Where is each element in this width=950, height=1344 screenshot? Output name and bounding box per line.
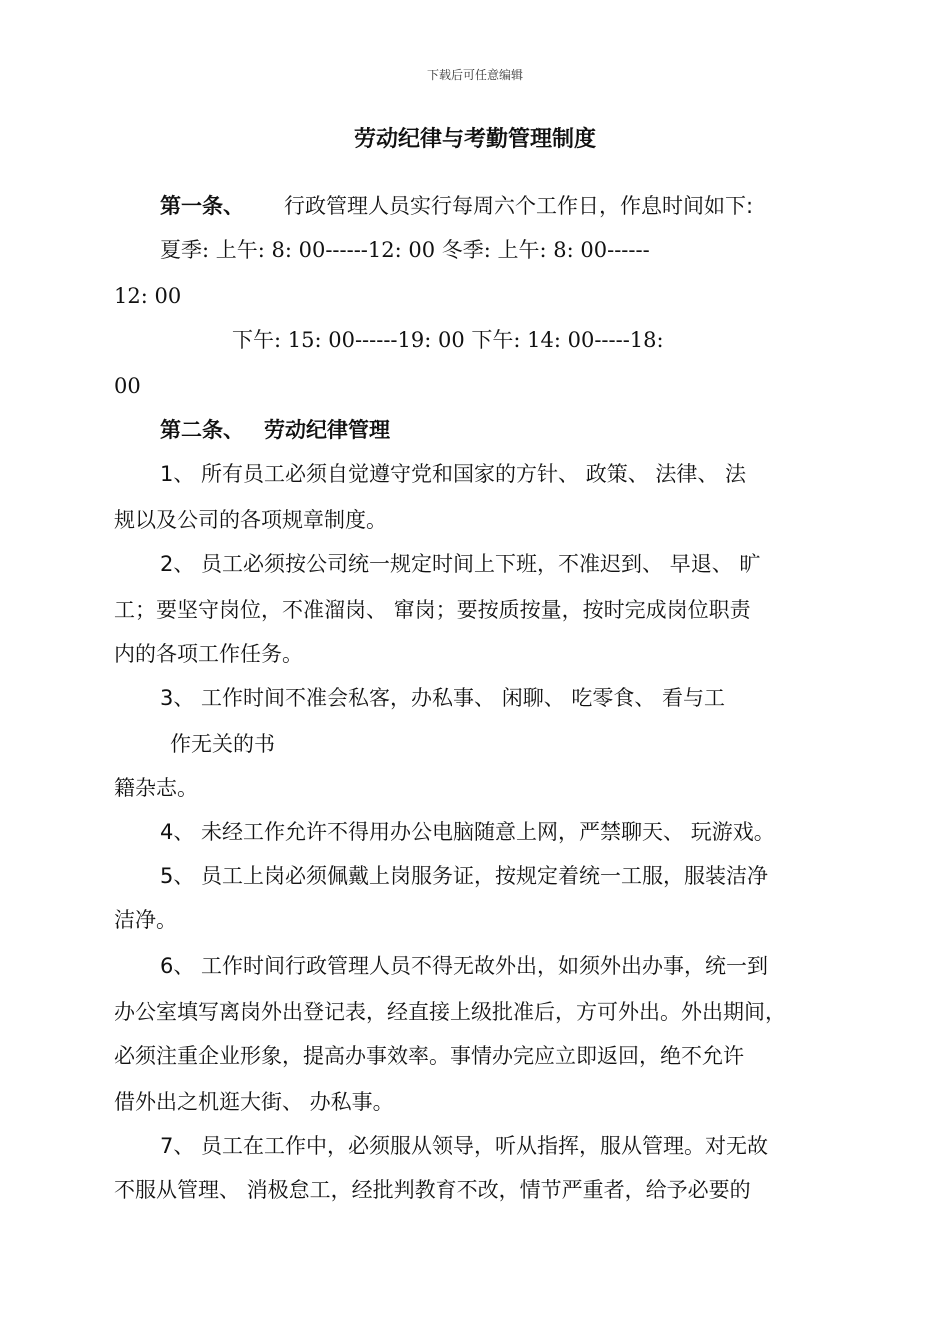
text-line: 工；要坚守岗位，不准溜岗、 窜岗；要按质按量，按时完成岗位职责	[114, 598, 751, 622]
text-line: 5、 员工上岗必须佩戴上岗服务证，按规定着统一工服，服装洁净	[160, 864, 769, 888]
text-line: 必须注重企业形象，提高办事效率。事情办完应立即返回，绝不允许	[114, 1044, 744, 1068]
afternoon-schedule-continuation: 00	[114, 374, 141, 398]
summer-schedule-continuation: 12: 00	[114, 284, 182, 308]
summer-schedule-line: 夏季: 上午: 8: 00------12: 00 冬季: 上午: 8: 00------	[160, 238, 650, 262]
article-1-text: 行政管理人员实行每周六个工作日，作息时间如下:	[284, 194, 754, 218]
text-line: 籍杂志。	[114, 776, 198, 800]
article-1-label: 第一条、	[160, 194, 244, 218]
afternoon-schedule-line: 下午: 15: 00------19: 00 下午: 14: 00-----18:	[232, 328, 664, 352]
text-line: 办公室填写离岗外出登记表，经直接上级批准后，方可外出。外出期间，	[114, 1000, 786, 1024]
header-note: 下载后可任意编辑	[426, 68, 523, 82]
text-line: 作无关的书	[170, 732, 275, 756]
text-line: 洁净。	[114, 908, 177, 932]
article-2-heading: 劳动纪律管理	[264, 418, 390, 442]
text-line: 借外出之机逛大街、 办私事。	[114, 1090, 394, 1114]
text-line: 不服从管理、 消极怠工，经批判教育不改，情节严重者，给予必要的	[114, 1178, 751, 1202]
text-line: 1、 所有员工必须自觉遵守党和国家的方针、 政策、 法律、 法	[160, 462, 747, 486]
article-2-label: 第二条、	[160, 418, 244, 442]
text-line: 内的各项工作任务。	[114, 642, 303, 666]
text-line: 7、 员工在工作中，必须服从领导，听从指挥，服从管理。对无故	[160, 1134, 769, 1158]
text-line: 2、 员工必须按公司统一规定时间上下班，不准迟到、 早退、 旷	[160, 552, 761, 576]
text-line: 4、 未经工作允许不得用办公电脑随意上网，严禁聊天、 玩游戏。	[160, 820, 775, 844]
text-line: 规以及公司的各项规章制度。	[114, 508, 387, 532]
text-line: 6、 工作时间行政管理人员不得无故外出，如须外出办事，统一到	[160, 954, 769, 978]
page-title: 劳动纪律与考勤管理制度	[353, 127, 596, 152]
text-line: 3、 工作时间不准会私客，办私事、 闲聊、 吃零食、 看与工	[160, 686, 726, 710]
